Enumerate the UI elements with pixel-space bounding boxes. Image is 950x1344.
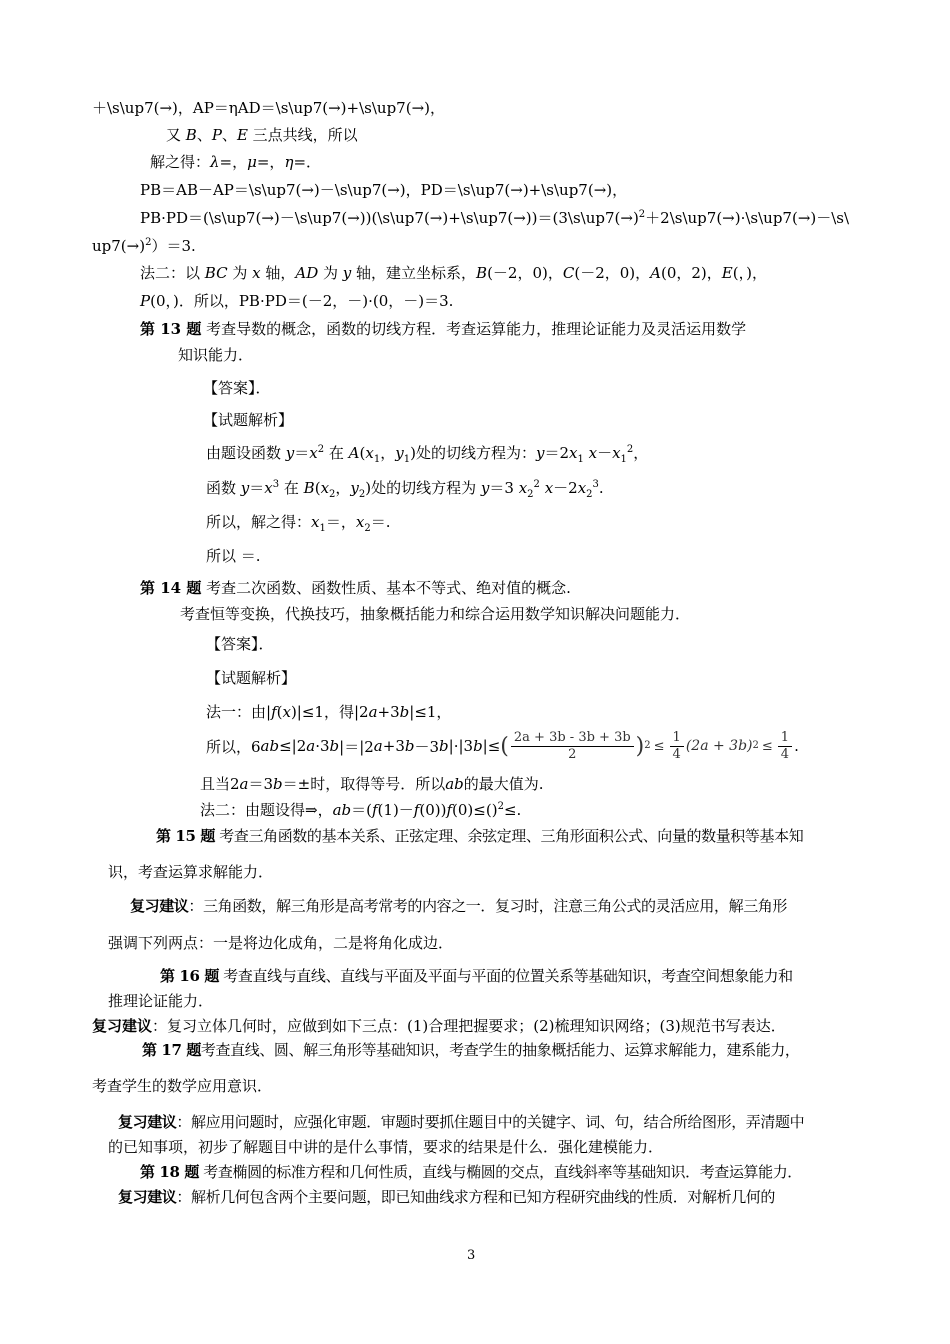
text-line: 所以，解之得：$x_1=$，$x_2=$. (206, 513, 391, 534)
explanation-label: 【试题解析】 (206, 669, 297, 687)
text-line: $PB\cdot PD=(\backslash s\backslash up7(\to)-\backslash s\backslash up7(\to))(\backslash s\backslash up7(\to)+\backslash s\backslash up7(\to))=(3\backslash s\backslash up7(\to)^2+2\backslash s\backslash up7(\to)\cdot\backslash s\backslash up7(\to)-\backslash s\backslash$ (140, 209, 850, 227)
text-line: 考查学生的数学应用意识． (92, 1077, 273, 1095)
text-line: 推理论证能力． (108, 992, 214, 1010)
text-line: PB＝AB－AP＝\s\up7(→)－\s\up7(→)，PD＝\s\up7(→)+\s\up7(→)， (140, 181, 628, 199)
text-line: $up7(\to)^2)=3$. (92, 237, 196, 255)
text-line: 识，考查运算求解能力． (108, 863, 274, 881)
inequality-formula: 所以，6 ab ≤|2 a ·3 b |＝|2 a +3 b －3 b |·|3 b |≤ ( $\frac{2a + 3b - 3b + 3b}{2}$ ) 2 ≤ $\frac{1}{4}$ (2a + 3b) 2 ≤ $\frac{1}{4}$ . (206, 729, 799, 762)
text-line: 函数 $y=x^3$ 在 $B(x_2$，$y_2$)处的切线方程为 y＝3 $x_2^2$ $x-2x_2^3$. (206, 479, 604, 500)
text-line: 知识能力． (178, 346, 254, 364)
text-line: 解之得：λ=，μ=，η=． (150, 153, 322, 171)
question-17-heading: 第 17 题考查直线、圆、解三角形等基础知识，考查学生的抽象概括能力、运算求解能力，建系能力， (142, 1041, 800, 1059)
page-number: 3 (467, 1248, 476, 1263)
review-suggestion: 复习建议：复习立体几何时，应做到如下三点：(1)合理把握要求；(2)梳理知识网络；(3)规范书写表达． (92, 1017, 786, 1035)
text-line: 且当2a＝3b＝±时，取得等号．所以ab的最大值为. (200, 775, 544, 793)
text-line: P(0，)．所以，PB·PD＝(－2，－)·(0，－)＝3. (140, 292, 454, 310)
question-13-heading: 第 13 题 考查导数的概念，函数的切线方程．考查运算能力，推理论证能力及灵活运用数学 (140, 320, 747, 338)
question-14-heading: 第 14 题 考查二次函数、函数性质、基本不等式、绝对值的概念. (140, 579, 571, 597)
text-line: 强调下列两点：一是将边化成角，二是将角化成边． (108, 934, 454, 952)
question-18-heading: 第 18 题 考查椭圆的标准方程和几何性质，直线与椭圆的交点，直线斜率等基础知识．考查运算能力． (140, 1163, 802, 1181)
text-line: 法一：由|f(x)|≤1，得|2a+3b|≤1， (206, 703, 452, 721)
question-16-heading: 第 16 题 考查直线与直线、直线与平面及平面与平面的位置关系等基础知识，考查空间想象能力和 (160, 967, 793, 985)
review-suggestion: 复习建议：解析几何包含两个主要问题，即已知曲线求方程和已知方程研究曲线的性质．对解析几何的 (118, 1188, 776, 1206)
text-line: ＋\s\up7(→)，AP＝ηAD＝\s\up7(→)+\s\up7(→)， (92, 99, 445, 117)
text-line: 又 B、P、E 三点共线，所以 (166, 126, 358, 144)
answer-label: 【答案】． (206, 635, 274, 653)
text-line: 所以 ＝. (206, 547, 261, 565)
text-line: 由题设函数 $y=x^2$ 在 $A(x_1$，$y_1$)处的切线方程为：$y=2x_1$ $x-x_1^2$， (206, 444, 649, 465)
text-line: 法二：以 BC 为 x 轴，AD 为 y 轴，建立坐标系，B(－2，0)，C(－2，0)，A(0，2)，E(，)， (140, 264, 767, 282)
text-line: 考查恒等变换，代换技巧，抽象概括能力和综合运用数学知识解决问题能力． (180, 605, 691, 623)
explanation-label: 【试题解析】 (203, 411, 294, 429)
fraction: $\frac{1}{4}$ (670, 730, 684, 763)
answer-label: 【答案】． (203, 379, 271, 397)
review-suggestion: 复习建议：解应用问题时，应强化审题．审题时要抓住题目中的关键字、词、句，结合所给图形，弄清题中 (118, 1113, 805, 1131)
text-line: 法二：由题设得⇒，ab＝(f(1)－f(0))f(0)≤()$^2$≤. (200, 801, 522, 819)
question-15-heading: 第 15 题 考查三角函数的基本关系、正弦定理、余弦定理、三角形面积公式、向量的数量积等基本知 (156, 827, 804, 845)
fraction: $\frac{1}{4}$ (778, 730, 792, 763)
review-suggestion: 复习建议：三角函数，解三角形是高考常考的内容之一．复习时，注意三角公式的灵活应用，解三角形 (130, 897, 788, 915)
fraction: $\frac{2a + 3b - 3b + 3b}{2}$ (511, 730, 634, 763)
text-line: 的已知事项，初步了解题目中讲的是什么事情，要求的结果是什么．强化建模能力． (108, 1138, 664, 1156)
